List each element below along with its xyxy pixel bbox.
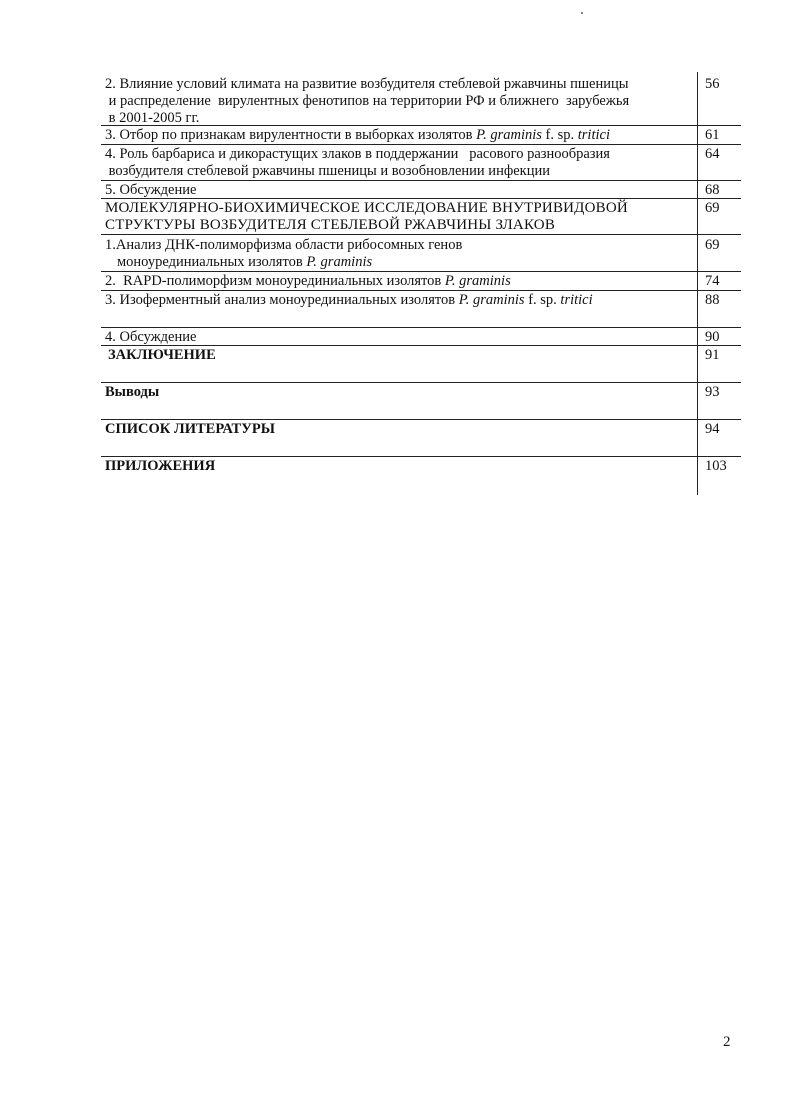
scan-speck — [581, 12, 583, 14]
toc-entry-text: 2. Влияние условий климата на развитие возбудителя стеблевой ржавчины пшеницы — [105, 76, 629, 92]
toc-page-number: 64 — [705, 146, 720, 162]
toc-entry-text: 1.Анализ ДНК-полиморфизма области рибосомных генов — [105, 237, 463, 253]
toc-entry-text: и распределение вирулентных фенотипов на территории РФ и ближнего зарубежья — [105, 93, 630, 109]
toc-entry-dna-polymorphism[interactable] — [101, 235, 741, 272]
toc-entry-text: 5. Обсуждение — [105, 182, 197, 198]
page-number: 2 — [723, 1034, 731, 1050]
toc-entry-italic: tritici — [577, 127, 610, 143]
toc-entry-discussion-2[interactable] — [101, 328, 741, 346]
toc-page-number: 69 — [705, 200, 720, 216]
toc-entry-text: моноурединиальных изолятов — [117, 254, 307, 270]
toc-entry-italic: P. graminis — [306, 254, 373, 270]
toc-page-number: 74 — [705, 273, 720, 289]
toc-entry-text: в 2001-2005 гг. — [105, 110, 200, 126]
toc-page-number: 94 — [705, 421, 720, 437]
toc-entry-text: 4. Роль барбариса и дикорастущих злаков в поддержании расового разнообразия — [105, 146, 610, 162]
toc-entry-italic: P. graminis — [476, 127, 542, 143]
page-column-divider — [697, 72, 698, 495]
toc-entry-virulence-selection[interactable] — [101, 126, 741, 145]
toc-page-number: 56 — [705, 76, 720, 92]
toc-entry-conclusion[interactable] — [101, 346, 741, 383]
toc-entry-text: Выводы — [105, 384, 160, 400]
toc-page-number: 93 — [705, 384, 720, 400]
toc-page-number: 61 — [705, 127, 720, 143]
toc-entry-barberry-role[interactable] — [101, 145, 741, 181]
toc-entry-text: 3. Отбор по признакам вирулентности в выборках изолятов — [105, 127, 477, 143]
toc-entry-discussion-1[interactable] — [101, 181, 741, 199]
toc-entry-italic: P. graminis — [444, 273, 511, 289]
toc-entry-text: ЗАКЛЮЧЕНИЕ — [108, 347, 216, 363]
toc-entry-text: возбудителя стеблевой ржавчины пшеницы и возобновлении инфекции — [105, 163, 550, 179]
toc-entry-text: 4. Обсуждение — [105, 329, 197, 345]
toc-entry-text: СТРУКТУРЫ ВОЗБУДИТЕЛЯ СТЕБЛЕВОЙ РЖАВЧИНЫ ЗЛАКОВ — [105, 217, 556, 233]
toc-entry-references[interactable] — [101, 420, 741, 457]
toc-page-number: 68 — [705, 182, 720, 198]
toc-entry-rapd-polymorphism[interactable] — [101, 272, 741, 291]
toc-page-number: 91 — [705, 347, 720, 363]
toc-entry-text: f. sp. — [524, 292, 561, 308]
toc-entry-text: МОЛЕКУЛЯРНО-БИОХИМИЧЕСКОЕ ИССЛЕДОВАНИЕ ВНУТРИВИДОВОЙ — [105, 200, 628, 216]
toc-entry-italic: P. graminis — [458, 292, 525, 308]
toc-entry-text: f. sp. — [541, 127, 578, 143]
toc-entry-text: ПРИЛОЖЕНИЯ — [105, 458, 216, 474]
toc-page-number: 90 — [705, 329, 720, 345]
toc-entry-climate-influence[interactable] — [101, 72, 741, 126]
toc-entry-italic: tritici — [560, 292, 593, 308]
toc-entry-text: СПИСОК ЛИТЕРАТУРЫ — [105, 421, 275, 437]
toc-entry-appendices[interactable] — [101, 457, 741, 494]
toc-page-number: 69 — [705, 237, 720, 253]
toc-page-number: 88 — [705, 292, 720, 308]
toc-entry-findings[interactable] — [101, 383, 741, 420]
toc-entry-molecular-chapter[interactable] — [101, 199, 741, 235]
table-of-contents — [101, 72, 741, 494]
toc-page-number: 103 — [705, 458, 727, 474]
toc-entry-text: 2. RAPD-полиморфизм моноурединиальных изолятов — [105, 273, 445, 289]
toc-entry-text: 3. Изоферментный анализ моноурединиальных изолятов — [105, 292, 459, 308]
toc-entry-isoenzyme-analysis[interactable] — [101, 291, 741, 328]
